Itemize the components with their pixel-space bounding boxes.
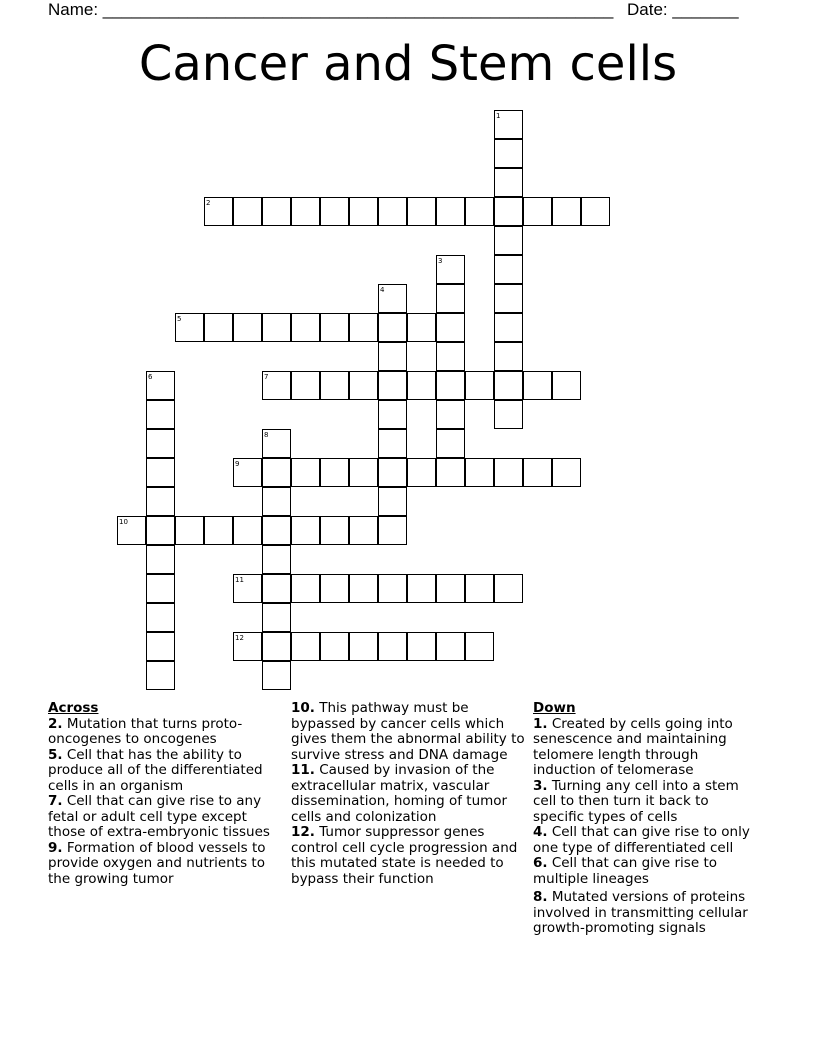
- crossword-cell[interactable]: [262, 197, 291, 226]
- crossword-cell[interactable]: [494, 342, 523, 371]
- crossword-cell[interactable]: [436, 400, 465, 429]
- crossword-cell[interactable]: [320, 313, 349, 342]
- clue-number-7: 7: [264, 373, 269, 381]
- crossword-cell[interactable]: [465, 458, 494, 487]
- crossword-cell[interactable]: [146, 632, 175, 661]
- crossword-cell[interactable]: [494, 458, 523, 487]
- crossword-cell[interactable]: [523, 371, 552, 400]
- crossword-cell[interactable]: [146, 574, 175, 603]
- crossword-cell[interactable]: [436, 284, 465, 313]
- crossword-cell[interactable]: [233, 313, 262, 342]
- crossword-cell[interactable]: [262, 516, 291, 545]
- clue-number-6: 6: [148, 373, 153, 381]
- crossword-cell[interactable]: [204, 313, 233, 342]
- crossword-cell[interactable]: [233, 516, 262, 545]
- crossword-cell[interactable]: [378, 458, 407, 487]
- clue-down-4: 4. Cell that can give rise to only one type of differentiated cell: [533, 824, 750, 856]
- crossword-cell[interactable]: [320, 197, 349, 226]
- crossword-cell[interactable]: [378, 574, 407, 603]
- crossword-cell[interactable]: [262, 661, 291, 690]
- crossword-cell[interactable]: [320, 574, 349, 603]
- crossword-cell[interactable]: [320, 516, 349, 545]
- clue-number-12: 12: [235, 634, 244, 642]
- crossword-cell[interactable]: [175, 516, 204, 545]
- page-title: Cancer and Stem cells: [138, 36, 678, 92]
- clue-number-1: 1: [496, 112, 501, 120]
- crossword-cell[interactable]: [436, 458, 465, 487]
- crossword-cell[interactable]: [378, 400, 407, 429]
- crossword-cell[interactable]: [465, 197, 494, 226]
- crossword-cell[interactable]: [436, 429, 465, 458]
- crossword-cell[interactable]: [349, 313, 378, 342]
- crossword-cell[interactable]: [436, 371, 465, 400]
- crossword-cell[interactable]: [262, 313, 291, 342]
- crossword-cell[interactable]: [407, 313, 436, 342]
- crossword-cell[interactable]: [262, 487, 291, 516]
- down-heading: Down: [533, 700, 576, 716]
- clue-across-2: 2. Mutation that turns proto-oncogenes to oncogenes: [48, 715, 243, 747]
- crossword-cell[interactable]: [378, 429, 407, 458]
- crossword-cell[interactable]: [146, 400, 175, 429]
- crossword-cell[interactable]: [291, 371, 320, 400]
- crossword-cell[interactable]: [436, 197, 465, 226]
- crossword-cell[interactable]: [204, 516, 233, 545]
- crossword-cell[interactable]: [523, 458, 552, 487]
- crossword-cell[interactable]: [494, 168, 523, 197]
- crossword-cell[interactable]: [262, 545, 291, 574]
- crossword-cell[interactable]: [146, 661, 175, 690]
- crossword-cell[interactable]: [378, 487, 407, 516]
- crossword-cell[interactable]: [291, 516, 320, 545]
- crossword-cell[interactable]: [262, 632, 291, 661]
- crossword-cell[interactable]: [552, 458, 581, 487]
- crossword-cell[interactable]: [320, 632, 349, 661]
- crossword-cell[interactable]: [494, 139, 523, 168]
- crossword-cell[interactable]: [581, 197, 610, 226]
- crossword-cell[interactable]: [407, 632, 436, 661]
- clue-number-9: 9: [235, 460, 240, 468]
- clue-down-6: 6. Cell that can give rise to multiple lineages: [533, 855, 717, 887]
- clues-column-2: [291, 701, 527, 887]
- crossword-cell[interactable]: [494, 313, 523, 342]
- crossword-cell[interactable]: [291, 632, 320, 661]
- crossword-cell[interactable]: [407, 574, 436, 603]
- crossword-cell[interactable]: [378, 632, 407, 661]
- crossword-cell[interactable]: [146, 516, 175, 545]
- crossword-cell[interactable]: [407, 197, 436, 226]
- crossword-cell[interactable]: [465, 632, 494, 661]
- crossword-cell[interactable]: [349, 197, 378, 226]
- clue-number-4: 4: [380, 286, 385, 294]
- crossword-cell[interactable]: [436, 342, 465, 371]
- name-field-label: Name: ______________________________________________________: [48, 0, 614, 19]
- crossword-cell[interactable]: [146, 603, 175, 632]
- clues-column-1: [48, 701, 284, 887]
- crossword-cell[interactable]: [436, 574, 465, 603]
- clue-number-10: 10: [119, 518, 128, 526]
- crossword-cell[interactable]: [494, 226, 523, 255]
- crossword-cell[interactable]: [494, 400, 523, 429]
- crossword-cell[interactable]: [378, 197, 407, 226]
- crossword-cell[interactable]: [552, 371, 581, 400]
- crossword-cell[interactable]: [146, 487, 175, 516]
- crossword-cell[interactable]: [494, 255, 523, 284]
- crossword-cell[interactable]: [262, 603, 291, 632]
- crossword-cell[interactable]: [291, 197, 320, 226]
- crossword-cell[interactable]: [291, 313, 320, 342]
- clue-across-12: 12. Tumor suppressor genes control cell cycle progression and this mutated state is needed to bypass their function: [291, 824, 518, 887]
- crossword-cell[interactable]: [291, 458, 320, 487]
- crossword-cell[interactable]: [349, 458, 378, 487]
- crossword-cell[interactable]: [233, 197, 262, 226]
- clue-across-5: 5. Cell that has the ability to produce all of the differentiated cells in an organism: [48, 746, 263, 794]
- crossword-cell[interactable]: [291, 574, 320, 603]
- clue-across-7: 7. Cell that can give rise to any fetal or adult cell type except those of extra-embryonic tissues: [48, 793, 270, 840]
- clue-number-11: 11: [235, 576, 244, 584]
- crossword-cell[interactable]: [262, 574, 291, 603]
- crossword-cell[interactable]: [146, 545, 175, 574]
- crossword-cell[interactable]: [465, 574, 494, 603]
- clue-across-11: 11. Caused by invasion of the extracellular matrix, vascular dissemination, homing of tumor cells and colonization: [291, 762, 508, 825]
- clue-down-8: 8. Mutated versions of proteins involved in transmitting cellular growth-promoting signals: [533, 889, 748, 936]
- clue-down-3: 3. Turning any cell into a stem cell to then turn it back to specific types of cells: [533, 777, 739, 825]
- clue-number-5: 5: [177, 315, 182, 323]
- crossword-cell[interactable]: [436, 632, 465, 661]
- crossword-cell[interactable]: [494, 284, 523, 313]
- crossword-cell[interactable]: [349, 632, 378, 661]
- across-heading: Across: [48, 700, 99, 716]
- crossword-cell[interactable]: [320, 371, 349, 400]
- crossword-cell[interactable]: [262, 458, 291, 487]
- clue-across-10: 10. This pathway must be bypassed by cancer cells which gives them the abnormal ability to survive stress and DNA damage: [291, 700, 525, 763]
- crossword-cell[interactable]: [378, 371, 407, 400]
- clues-column-3: [533, 701, 763, 937]
- crossword-cell[interactable]: [494, 574, 523, 603]
- clue-number-3: 3: [438, 257, 443, 265]
- clue-across-9: 9. Formation of blood vessels to provide oxygen and nutrients to the growing tumor: [48, 839, 266, 887]
- crossword-cell[interactable]: [436, 313, 465, 342]
- crossword-cell[interactable]: [523, 197, 552, 226]
- crossword-cell[interactable]: [146, 458, 175, 487]
- crossword-cell[interactable]: [349, 516, 378, 545]
- crossword-cell[interactable]: [465, 371, 494, 400]
- crossword-cell[interactable]: [349, 574, 378, 603]
- crossword-cell[interactable]: [349, 371, 378, 400]
- crossword-cell[interactable]: [552, 197, 581, 226]
- crossword-cell[interactable]: [407, 458, 436, 487]
- clue-number-8: 8: [264, 431, 269, 439]
- crossword-cell[interactable]: [320, 458, 349, 487]
- date-field-label: Date: _______: [627, 0, 739, 19]
- clue-down-1: 1. Created by cells going into senescence and maintaining telomere length through induction of telomerase: [533, 715, 733, 778]
- crossword-cell[interactable]: [494, 371, 523, 400]
- crossword-cell[interactable]: [378, 516, 407, 545]
- clue-number-2: 2: [206, 199, 211, 207]
- crossword-cell[interactable]: [378, 342, 407, 371]
- crossword-cell[interactable]: [494, 197, 523, 226]
- crossword-cell[interactable]: [378, 313, 407, 342]
- crossword-cell[interactable]: [146, 429, 175, 458]
- crossword-cell[interactable]: [407, 371, 436, 400]
